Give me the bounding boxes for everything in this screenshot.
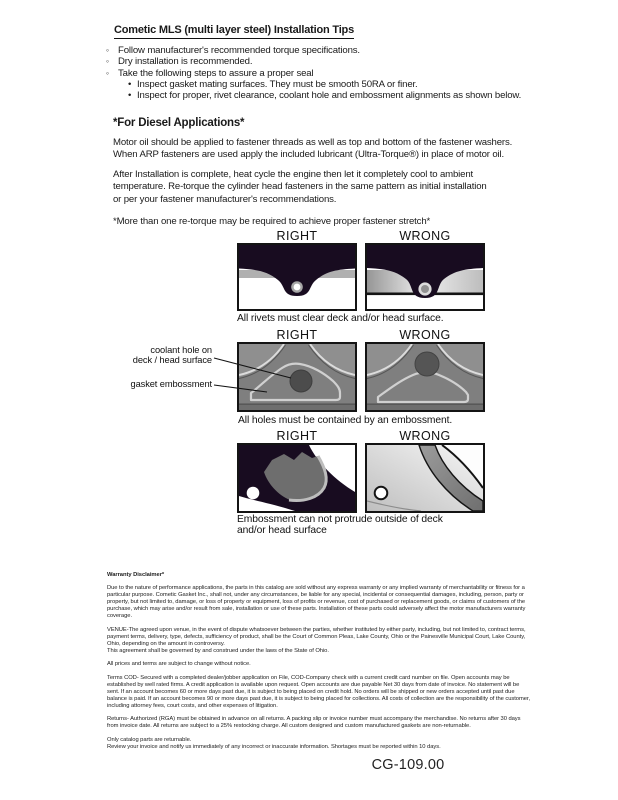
wrong-label: WRONG xyxy=(399,328,451,342)
paragraph xyxy=(113,216,512,228)
tip-text: Inspect for proper, rivet clearance, coolant hole and embossment alignments as shown below. xyxy=(137,90,522,102)
diagram-rivet-right xyxy=(237,243,357,311)
embossment-wrong-illustration xyxy=(367,445,483,511)
paragraph-line: After Installation is complete, heat cycle the engine then let it completely cool to ambient xyxy=(113,168,474,180)
embossment-right-illustration xyxy=(239,445,355,511)
right-label: RIGHT xyxy=(276,328,318,342)
list-item xyxy=(128,79,521,90)
paragraph-line: or per your fastener manufacturer's recommendations. xyxy=(113,193,337,205)
list-item xyxy=(106,45,521,56)
page-title: Cometic MLS (multi layer steel) Installation Tips xyxy=(114,24,354,39)
paragraph-line: *More than one re-torque may be required to achieve proper fastener stretch* xyxy=(113,216,431,228)
bullet-icon: ◦ xyxy=(106,56,109,67)
tip-text: Dry installation is recommended. xyxy=(118,56,253,68)
diagram-embossment-right xyxy=(237,443,357,513)
list-item xyxy=(128,90,521,101)
right-label: RIGHT xyxy=(276,229,318,243)
bullet-icon: ◦ xyxy=(106,67,109,78)
paragraph-line: Motor oil should be applied to fastener threads as well as top and bottom of the fastener washers. xyxy=(113,137,513,148)
caption-line: and/or head surface xyxy=(237,524,327,536)
tip-text: Follow manufacturer's recommended torque specifications. xyxy=(118,45,360,56)
caption-line: Embossment can not protrude outside of deck xyxy=(237,514,443,525)
warranty-paragraph: This agreement shall be governed by and construed under the laws of the State of Ohio. xyxy=(107,647,329,654)
page-number: CG-109.00 xyxy=(371,757,445,773)
warranty-paragraph: Returns- Authorized (RGA) must be obtained in advance on all returns. A packing slip or invoice number must accompany the merchandise. No returns after 30 days from invoice date. All returns are subject to a 25% restocking charge. All custom designed and custom manufactured gaskets are non-returnable. xyxy=(107,716,521,729)
list-item xyxy=(106,56,521,67)
diesel-applications-section xyxy=(113,117,512,235)
warranty-paragraph: Terms COD- Secured with a completed dealer/jobber application on File, COD-Company check with a current credit card number on file. Open accounts may be established by well rated firms. A credit application is available upon request. Open accounts are due payable Net 30 days from date of invoice. No statement will be sent. If an account becomes 60 or more days past due, it is subject to being placed on credit hold. No orders will be shipped or new orders accepted until past due balance is paid. If an account becomes 90 or more days past due, it is subject to being placed for collections. All costs of collection are the responsibility of the customer, including attorney fees, court costs, and other expenses of litigation. xyxy=(107,674,531,709)
bullet-icon: • xyxy=(128,78,132,90)
diagram-caption: All rivets must clear deck and/or head surface. xyxy=(237,313,444,324)
paragraph xyxy=(113,169,512,206)
installation-tips-list xyxy=(106,45,521,101)
hole-right-illustration xyxy=(239,344,355,410)
paragraph-line: When ARP fasteners are used apply the included lubricant (Ultra-Torque®) in place of motor oil. xyxy=(113,149,504,161)
warranty-paragraph: Only catalog parts are returnable. xyxy=(107,736,192,743)
warranty-paragraph: Due to the nature of performance applications, the parts in this catalog are sold without any express warranty or any implied warranty of merchantability or fitness for a particular purpose. Cometic Gasket Inc., shall not, under any circumstances, be liable for any special, incidental or consequential damages, including, person, party or property, but not limited to, damage, or loss of property or equipment, loss of profits or revenue, cost of purchased or replacement goods, or claims of customers of the purchase, which may arise and/or result from sale, installation or use of these parts. Installation of these parts could adversely affect the motor manufacturers warranty coverage. xyxy=(107,585,526,619)
diagram-hole-right xyxy=(237,342,357,412)
diagram-hole-wrong xyxy=(365,342,485,412)
gasket-embossment-label: gasket embossment xyxy=(130,379,212,389)
section-heading: *For Diesel Applications* xyxy=(113,117,245,129)
wrong-label: WRONG xyxy=(399,429,451,443)
warranty-heading: Warranty Disclaimer* xyxy=(107,572,165,578)
label-line: coolant hole on xyxy=(150,345,212,355)
diagram-caption xyxy=(237,515,443,537)
bullet-icon: ◦ xyxy=(106,45,109,55)
label-line: deck / head surface xyxy=(132,355,212,366)
list-item xyxy=(106,68,521,79)
paragraph-line: temperature. Re-torque the cylinder head fasteners in the same pattern as initial installation xyxy=(113,181,487,193)
right-label: RIGHT xyxy=(276,429,318,443)
diagram-rivet-wrong xyxy=(365,243,485,311)
warranty-paragraph: All prices and terms are subject to change without notice. xyxy=(107,661,251,667)
tip-text: Inspect gasket mating surfaces. They must be smooth 50RA or finer. xyxy=(137,78,418,90)
paragraph xyxy=(113,137,512,162)
hole-wrong-illustration xyxy=(367,344,483,410)
warranty-paragraph: VENUE-The agreed upon venue, in the event of dispute whatsoever between the parties, whether instituted by either party, including, but not limited to, contract terms, payment terms, delivery, type, defects, sufficiency of product, shall be the Court of Common Pleas, Lake County, Ohio or the Painesville Municipal Court, Lake County, Ohio, depending on the amount in controversy. xyxy=(107,626,526,647)
warranty-disclaimer-section xyxy=(107,572,531,751)
diagram-embossment-wrong xyxy=(365,443,485,513)
rivet-right-illustration xyxy=(239,245,355,309)
tip-text: Take the following steps to assure a proper seal xyxy=(118,67,314,79)
warranty-paragraph: Review your invoice and notify us immediately of any incorrect or inaccurate information. Shortages must be reported within 10 days. xyxy=(107,743,441,750)
bullet-icon: • xyxy=(128,90,132,102)
diagram-caption: All holes must be contained by an embossment. xyxy=(238,415,453,426)
rivet-wrong-illustration xyxy=(367,245,483,309)
coolant-hole-label xyxy=(100,345,212,366)
wrong-label: WRONG xyxy=(399,229,451,243)
